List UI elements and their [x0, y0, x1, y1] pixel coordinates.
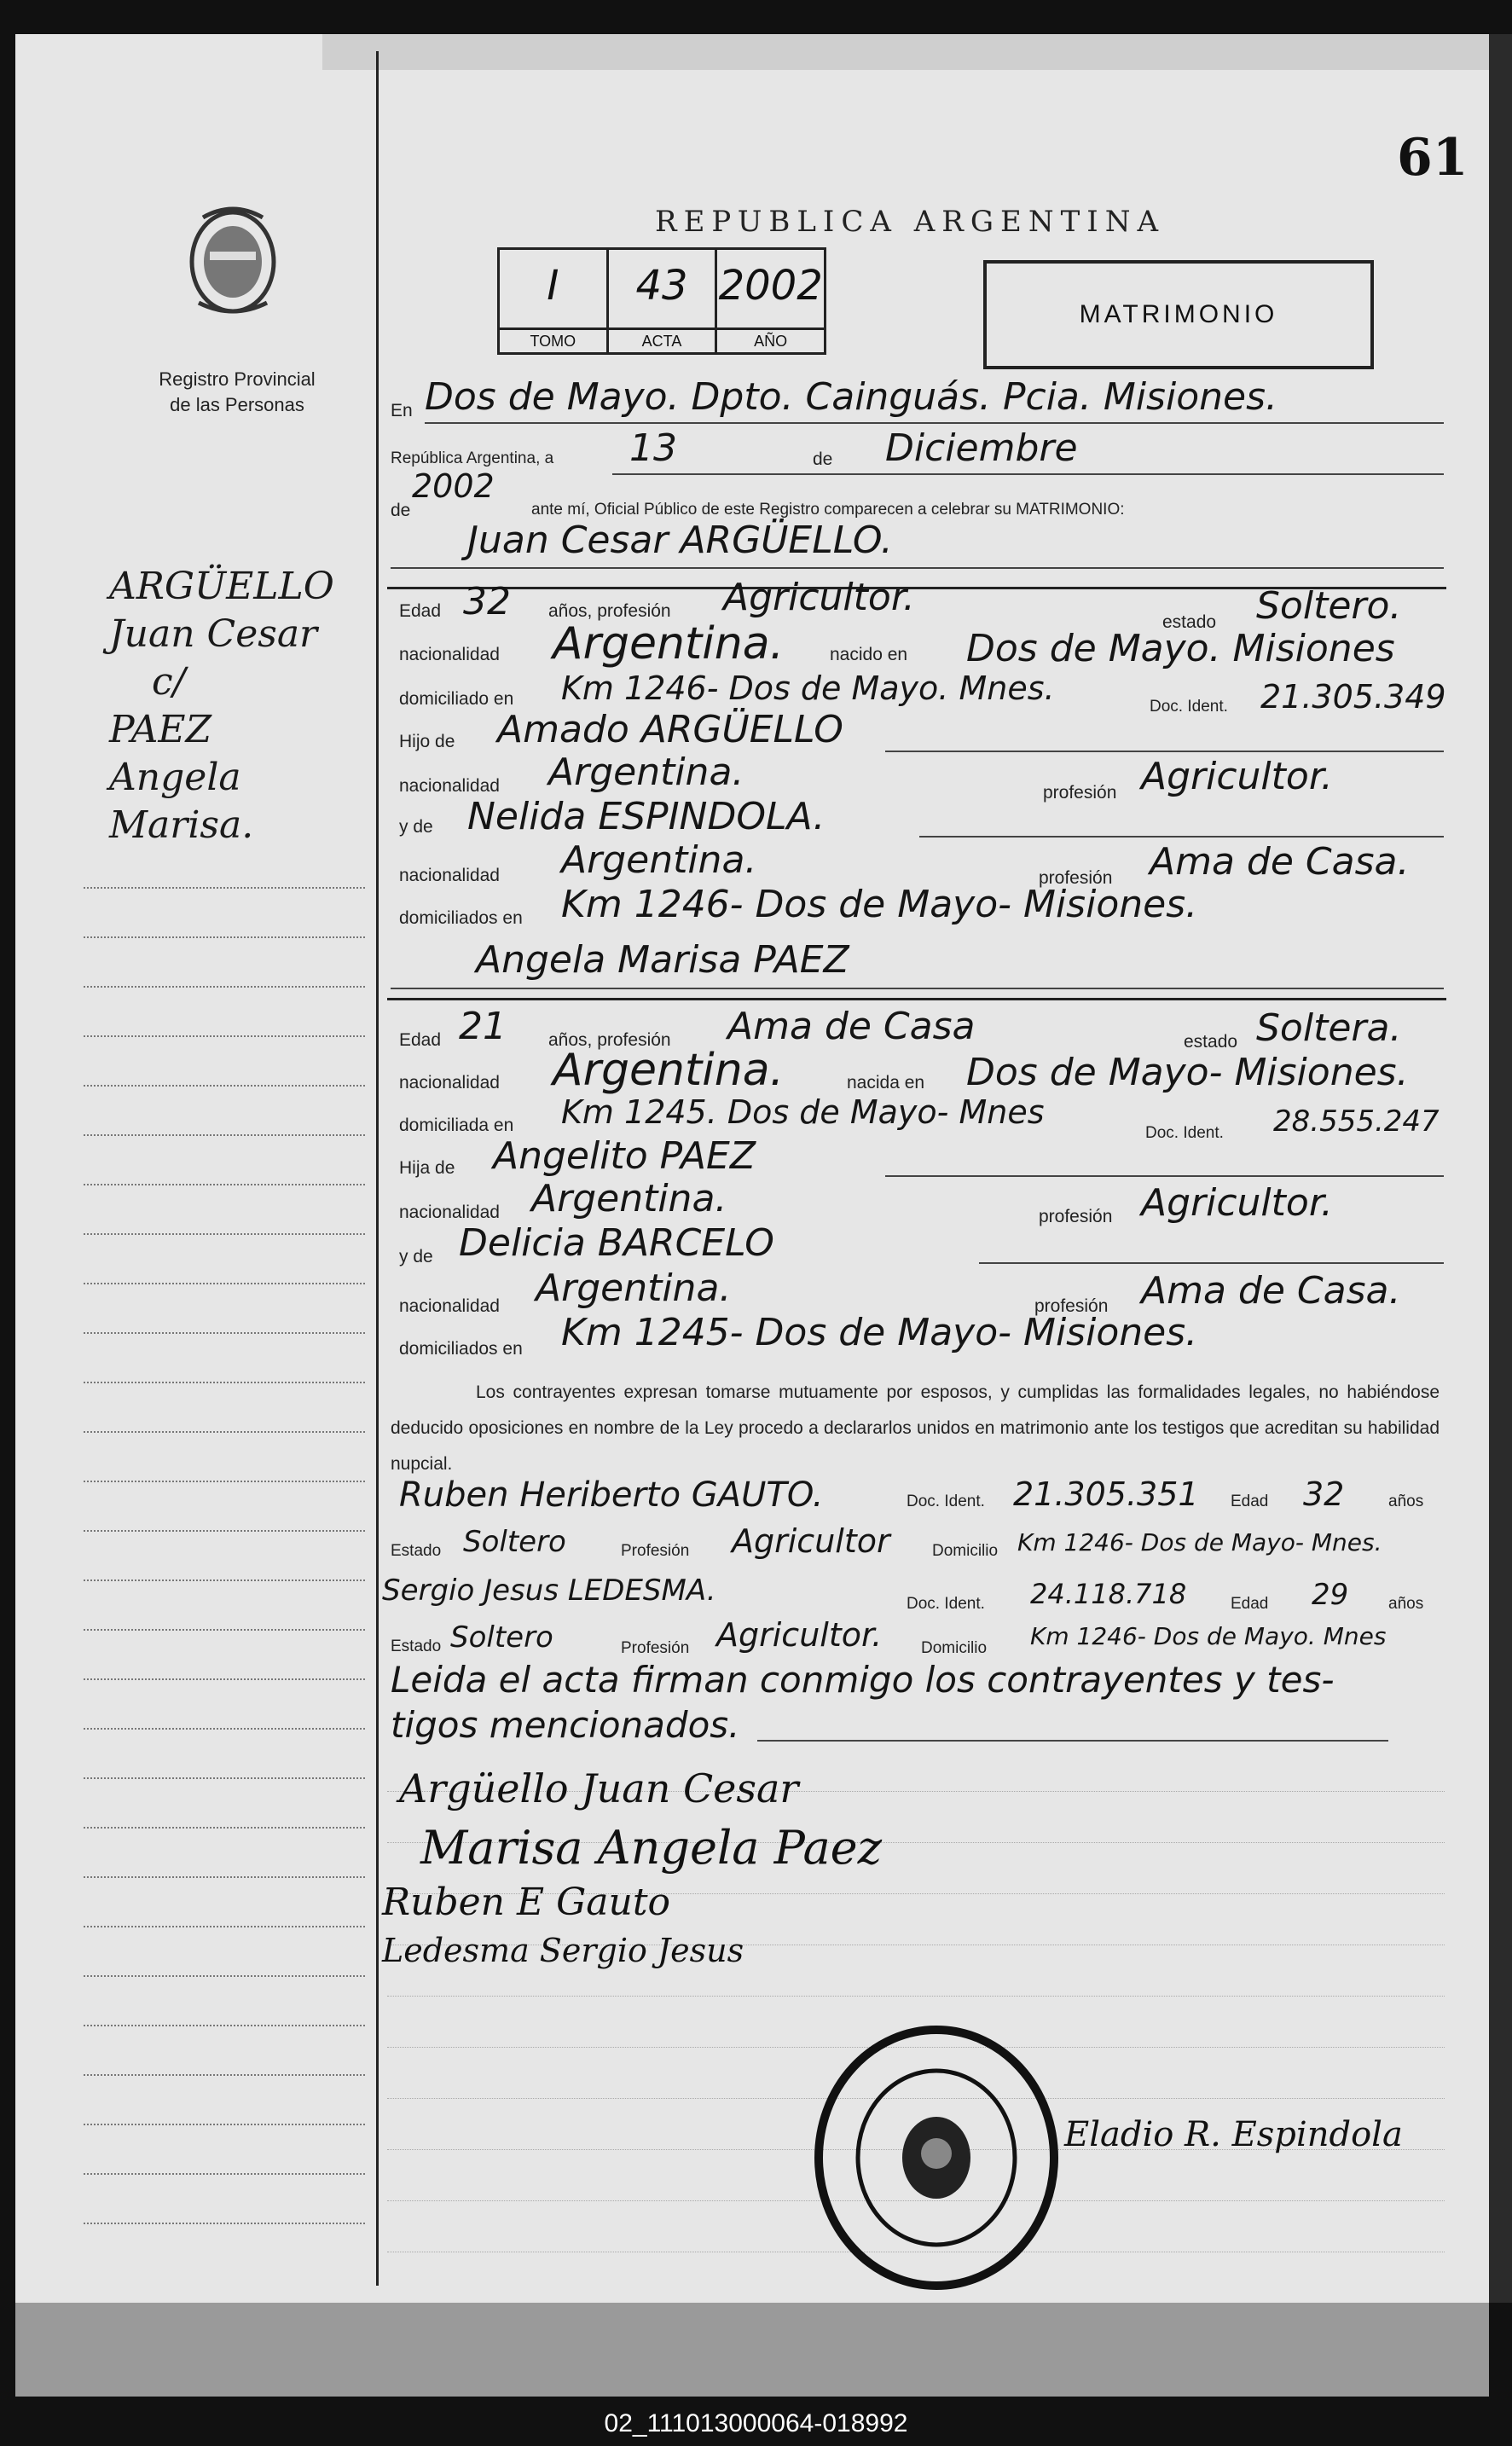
estado-label: Estado	[391, 1542, 442, 1560]
document-page	[15, 34, 1489, 2303]
groom-parents-address: Km 1246- Dos de Mayo- Misiones.	[561, 883, 1198, 926]
domiciliados-label: domiciliados en	[399, 908, 523, 928]
margin-column	[15, 34, 374, 2303]
margin-dotted-line	[84, 2173, 365, 2175]
margin-dotted-line	[84, 1431, 365, 1433]
record-code-box	[497, 247, 826, 355]
document-type-box: MATRIMONIO	[983, 260, 1374, 369]
bride-address: Km 1245. Dos de Mayo- Mnes	[561, 1093, 1045, 1131]
margin-dotted-line	[84, 2124, 365, 2125]
tomo-value: I	[547, 262, 559, 310]
margin-dotted-line	[84, 1382, 365, 1383]
anos-profesion-label: años, profesión	[548, 601, 671, 621]
margin-dotted-line	[84, 1035, 365, 1037]
margin-dotted-line	[84, 1728, 365, 1730]
profesion-label: Profesión	[621, 1639, 690, 1657]
closing-line1: Leida el acta firman conmigo los contrayentes y tes-	[391, 1659, 1335, 1701]
edad-label: Edad	[1231, 1595, 1269, 1613]
nacionalidad-label: nacionalidad	[399, 776, 500, 796]
closing-line2: tigos mencionados.	[391, 1704, 740, 1746]
bride-father-nationality: Argentina.	[531, 1177, 727, 1220]
margin-dotted-line	[84, 887, 365, 889]
margin-dotted-line	[84, 1184, 365, 1185]
witness1-age: 32	[1303, 1475, 1345, 1513]
margin-note-line: c/	[152, 660, 186, 704]
groom-age: 32	[463, 580, 511, 623]
margin-note-line: Juan Cesar	[109, 612, 318, 656]
official-signature: Eladio R. Espindola	[1064, 2115, 1403, 2154]
groom-profession: Agricultor.	[723, 576, 915, 619]
year-prefix: de	[391, 501, 411, 520]
groom-doc: 21.305.349	[1260, 678, 1446, 716]
section-separator	[387, 998, 1446, 1000]
margin-dotted-line	[84, 1233, 365, 1235]
declaration-text: Los contrayentes expresan tomarse mutuamente por esposos, y cumplidas las formalidades legales, no habiéndose deducido oposiciones en nombre de la Ley procedo a declararlos unidos en matrimonio ante los testigos que acreditan su habilidad nupcial.	[391, 1382, 1440, 1474]
ano-label: AÑO	[717, 327, 824, 352]
bride-name: Angela Marisa PAEZ	[476, 938, 849, 982]
country-heading: REPUBLICA ARGENTINA	[655, 205, 1166, 239]
margin-dotted-line	[84, 936, 365, 938]
estado-label: estado	[1184, 1032, 1238, 1052]
profesion-label: profesión	[1039, 1207, 1113, 1226]
hija-label: Hija de	[399, 1158, 455, 1178]
witness2-doc: 24.118.718	[1030, 1578, 1187, 1610]
groom-mother: Nelida ESPINDOLA.	[467, 795, 826, 838]
margin-dotted-line	[84, 1876, 365, 1878]
coat-of-arms-icon	[177, 200, 288, 320]
margin-dotted-line	[84, 986, 365, 988]
groom-nationality: Argentina.	[553, 618, 785, 669]
domiciliados-label: domiciliados en	[399, 1339, 523, 1359]
groom-father: Amado ARGÜELLO	[497, 708, 843, 751]
margin-dotted-line	[84, 1777, 365, 1779]
margin-dotted-line	[84, 1134, 365, 1136]
right-edge-strip	[1489, 34, 1512, 2303]
tomo-label: TOMO	[500, 327, 606, 352]
margin-note-line: ARGÜELLO	[109, 565, 334, 608]
nacionalidad-label: nacionalidad	[399, 1296, 500, 1316]
nacida-label: nacida en	[847, 1073, 925, 1093]
doc-label: Doc. Ident.	[907, 1493, 985, 1510]
bride-profession: Ama de Casa	[727, 1005, 976, 1048]
hijo-label: Hijo de	[399, 732, 455, 751]
underline	[757, 1740, 1388, 1742]
underline	[919, 836, 1444, 838]
nacionalidad-label: nacionalidad	[399, 1073, 500, 1093]
edad-label: Edad	[399, 1030, 442, 1050]
edad-label: Edad	[399, 601, 442, 621]
official-seal-icon	[813, 2021, 1060, 2294]
margin-dotted-line	[84, 1283, 365, 1284]
margin-note-line: Angela	[109, 756, 241, 799]
groom-born: Dos de Mayo. Misiones	[966, 627, 1395, 670]
acta-label: ACTA	[609, 327, 715, 352]
registry-label-line2: de las Personas	[170, 394, 304, 415]
de-label: de	[813, 449, 833, 469]
underline	[979, 1262, 1444, 1264]
bride-age: 21	[459, 1005, 507, 1048]
estado-label: Estado	[391, 1637, 442, 1655]
signature-bride: Marisa Angela Paez	[420, 1821, 883, 1875]
signature-groom: Argüello Juan Cesar	[399, 1765, 799, 1811]
estado-label: estado	[1162, 612, 1217, 632]
margin-dotted-line	[84, 1629, 365, 1631]
margin-note-line: PAEZ	[109, 708, 212, 751]
underline	[612, 473, 1444, 475]
margin-note	[109, 563, 365, 849]
en-label: En	[391, 401, 413, 420]
margin-divider	[376, 51, 379, 2286]
yde-label: y de	[399, 1247, 433, 1266]
margin-note-line: Marisa.	[109, 803, 254, 847]
bride-mother-profession: Ama de Casa.	[1141, 1269, 1401, 1313]
nacido-label: nacido en	[830, 645, 908, 664]
year-value: 2002	[412, 467, 495, 505]
witness1-doc: 21.305.351	[1013, 1475, 1199, 1513]
nacionalidad-label: nacionalidad	[399, 866, 500, 885]
bride-father-profession: Agricultor.	[1141, 1181, 1333, 1225]
underline	[885, 751, 1444, 752]
bride-born: Dos de Mayo- Misiones.	[966, 1051, 1409, 1094]
groom-mother-nationality: Argentina.	[561, 838, 757, 882]
footer-id: 02_111013000064-018992	[604, 2409, 908, 2437]
signature-witness2: Ledesma Sergio Jesus	[382, 1932, 744, 1969]
margin-dotted-line	[84, 1926, 365, 1927]
acta-cell	[609, 250, 718, 352]
witness1-estado: Soltero	[463, 1525, 566, 1559]
margin-dotted-line	[84, 1975, 365, 1977]
nacionalidad-label: nacionalidad	[399, 645, 500, 664]
margin-dotted-line	[84, 2223, 365, 2224]
tomo-cell	[500, 250, 609, 352]
witness2-estado: Soltero	[450, 1620, 553, 1655]
groom-mother-profession: Ama de Casa.	[1150, 840, 1410, 884]
profesion-label: profesión	[1043, 783, 1117, 803]
groom-name: Juan Cesar ARGÜELLO.	[467, 519, 893, 562]
domiciliada-label: domiciliada en	[399, 1116, 514, 1135]
witness1-address: Km 1246- Dos de Mayo- Mnes.	[1017, 1528, 1382, 1556]
day-value: 13	[629, 426, 677, 470]
page-number: 61	[1397, 128, 1469, 188]
doc-label: Doc. Ident.	[1145, 1124, 1224, 1142]
signature-witness1: Ruben E Gauto	[382, 1881, 670, 1924]
edad-label: Edad	[1231, 1493, 1269, 1510]
profesion-label: profesión	[1034, 1296, 1109, 1316]
ano-cell	[717, 250, 824, 352]
nacionalidad-label: nacionalidad	[399, 1203, 500, 1222]
margin-dotted-line	[84, 2074, 365, 2076]
bottom-edge-strip	[15, 2303, 1489, 2397]
margin-dotted-line	[84, 1481, 365, 1482]
republica-label: República Argentina, a	[391, 449, 554, 467]
domicilio-label: Domicilio	[921, 1639, 988, 1657]
margin-dotted-line	[84, 2025, 365, 2026]
underline	[391, 988, 1444, 989]
ante-text: ante mí, Oficial Público de este Registro comparecen a celebrar su MATRIMONIO:	[531, 501, 1125, 519]
registry-label-line1: Registro Provincial	[159, 368, 316, 390]
profesion-label: profesión	[1039, 868, 1113, 888]
groom-address: Km 1246- Dos de Mayo. Mnes.	[561, 669, 1055, 707]
domicilio-label: Domicilio	[932, 1542, 999, 1560]
witness1-profession: Agricultor	[732, 1522, 890, 1560]
place-value: Dos de Mayo. Dpto. Cainguás. Pcia. Misiones.	[425, 375, 1277, 419]
doc-label: Doc. Ident.	[1150, 698, 1228, 716]
margin-dotted-line	[84, 1085, 365, 1087]
month-value: Diciembre	[885, 426, 1078, 470]
profesion-label: Profesión	[621, 1542, 690, 1560]
bride-doc: 28.555.247	[1273, 1104, 1440, 1139]
registry-label	[135, 367, 339, 418]
domiciliado-label: domiciliado en	[399, 689, 514, 709]
margin-dotted-line	[84, 1530, 365, 1532]
underline	[391, 567, 1444, 569]
underline	[885, 1175, 1444, 1177]
bride-mother-nationality: Argentina.	[536, 1266, 732, 1310]
margin-dotted-line	[84, 1827, 365, 1829]
margin-dotted-line	[84, 1332, 365, 1334]
anos-label: años	[1388, 1595, 1424, 1613]
yde-label: y de	[399, 817, 433, 837]
bride-nationality: Argentina.	[553, 1045, 785, 1096]
ano-value: 2002	[718, 262, 823, 310]
groom-father-nationality: Argentina.	[548, 751, 744, 794]
bride-estado: Soltera.	[1256, 1006, 1402, 1050]
bride-parents-address: Km 1245- Dos de Mayo- Misiones.	[561, 1311, 1198, 1354]
anos-profesion-label: años, profesión	[548, 1030, 671, 1050]
underline	[425, 422, 1444, 424]
top-strip	[322, 34, 1512, 70]
ruled-line	[387, 1996, 1445, 1997]
witness1-name: Ruben Heriberto GAUTO.	[399, 1475, 824, 1515]
witness2-address: Km 1246- Dos de Mayo. Mnes	[1030, 1622, 1387, 1650]
margin-dotted-line	[84, 1678, 365, 1680]
bride-father: Angelito PAEZ	[493, 1134, 756, 1178]
groom-father-profession: Agricultor.	[1141, 755, 1333, 798]
groom-estado: Soltero.	[1256, 584, 1402, 628]
witness2-name: Sergio Jesus LEDESMA.	[382, 1574, 716, 1608]
witness2-profession: Agricultor.	[716, 1616, 883, 1654]
anos-label: años	[1388, 1493, 1424, 1510]
doc-label: Doc. Ident.	[907, 1595, 985, 1613]
witness2-age: 29	[1312, 1578, 1349, 1612]
margin-dotted-line	[84, 1579, 365, 1581]
acta-value: 43	[635, 262, 688, 310]
bride-mother: Delicia BARCELO	[459, 1221, 774, 1265]
